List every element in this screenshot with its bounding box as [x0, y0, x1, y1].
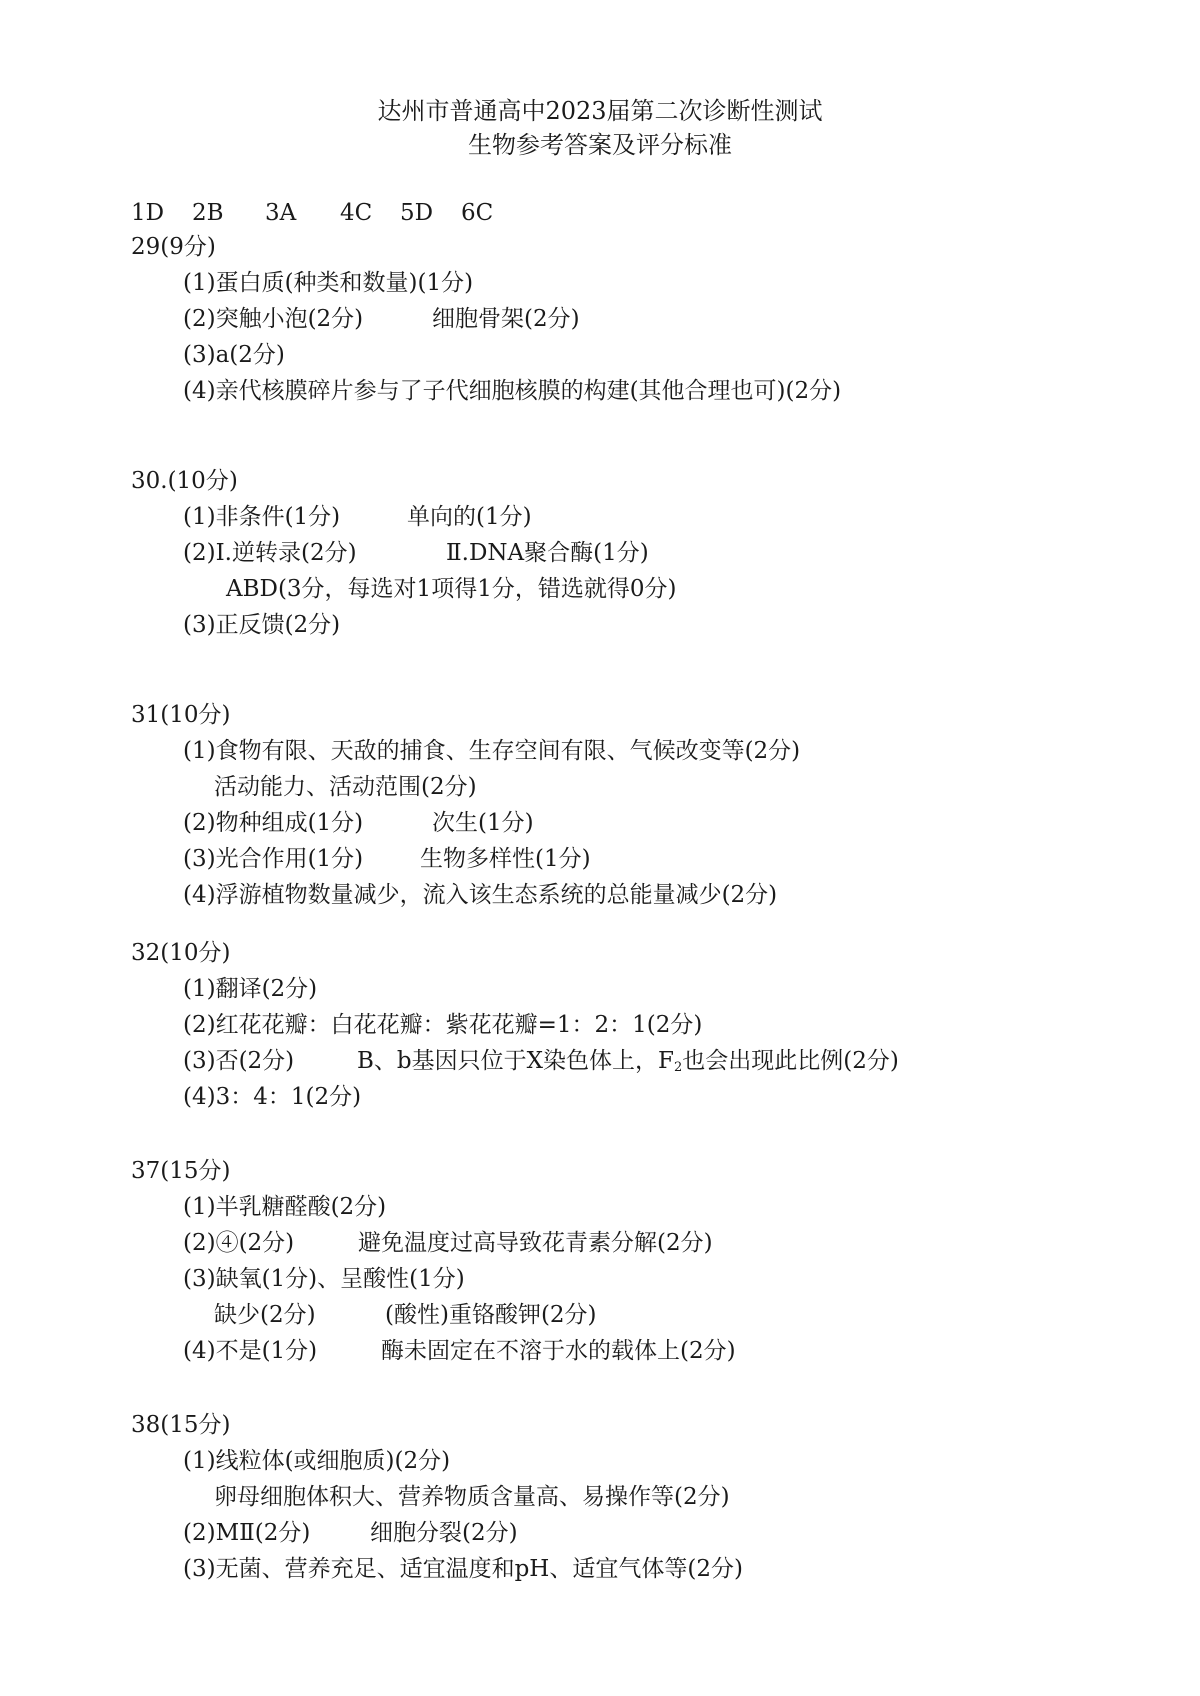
q38-answer-1b: 卵母细胞体积大、营养物质含量高、易操作等(2分) [214, 1484, 730, 1510]
q38-heading: 38(15分) [131, 1412, 231, 1438]
q30-answer-3: (3)正反馈(2分) [183, 612, 341, 638]
q29-answer-3: (3)a(2分) [183, 342, 285, 368]
document-title: 达州市普通高中2023届第二次诊断性测试 [377, 97, 823, 125]
mc-answer-5: 5D [400, 200, 434, 226]
q29-heading: 29(9分) [131, 234, 216, 260]
q32-answer-3a: (3)否(2分) [183, 1048, 295, 1074]
mc-answer-3: 3A [265, 200, 297, 226]
q29-answer-2b: 细胞骨架(2分) [432, 306, 580, 332]
q37-answer-3a: (3)缺氧(1分)、呈酸性(1分) [183, 1266, 465, 1292]
q29-answer-2a: (2)突触小泡(2分) [183, 306, 364, 332]
mc-answer-4: 4C [340, 200, 373, 226]
q30-answer-2b: Ⅱ.DNA聚合酶(1分) [446, 540, 649, 566]
q38-answer-2a: (2)MⅡ(2分) [183, 1520, 311, 1546]
q38-answer-3: (3)无菌、营养充足、适宜温度和pH、适宜气体等(2分) [183, 1556, 743, 1582]
q29-answer-4: (4)亲代核膜碎片参与了子代细胞核膜的构建(其他合理也可)(2分) [183, 378, 842, 404]
q37-answer-3b: 缺少(2分) [214, 1302, 316, 1328]
q31-answer-2a: (2)物种组成(1分) [183, 810, 364, 836]
q37-answer-1: (1)半乳糖醛酸(2分) [183, 1194, 387, 1220]
q38-answer-1a: (1)线粒体(或细胞质)(2分) [183, 1448, 451, 1474]
q30-answer-2a: (2)Ⅰ.逆转录(2分) [183, 540, 357, 566]
document-subtitle: 生物参考答案及评分标准 [468, 131, 732, 159]
q37-answer-2a: (2)④(2分) [183, 1230, 295, 1256]
q31-answer-1a: (1)食物有限、天敌的捕食、生存空间有限、气候改变等(2分) [183, 738, 801, 764]
q37-answer-2b: 避免温度过高导致花青素分解(2分) [358, 1230, 713, 1256]
q32-answer-4: (4)3：4：1(2分) [183, 1084, 362, 1110]
mc-answer-2: 2B [192, 200, 224, 226]
mc-answer-1: 1D [131, 200, 165, 226]
q32-answer-2: (2)红花花瓣：白花花瓣：紫花花瓣=1：2：1(2分) [183, 1012, 703, 1038]
q31-answer-4: (4)浮游植物数量减少，流入该生态系统的总能量减少(2分) [183, 882, 778, 908]
q37-heading: 37(15分) [131, 1158, 231, 1184]
q31-answer-2b: 次生(1分) [432, 810, 534, 836]
mc-answer-6: 6C [461, 200, 494, 226]
q30-heading: 30.(10分) [131, 468, 238, 494]
q31-answer-3b: 生物多样性(1分) [420, 846, 591, 872]
q29-answer-1: (1)蛋白质(种类和数量)(1分) [183, 270, 474, 296]
q30-answer-2c: ABD(3分，每选对1项得1分，错选就得0分) [226, 576, 677, 602]
q38-answer-2b: 细胞分裂(2分) [370, 1520, 518, 1546]
q37-answer-3c: (酸性)重铬酸钾(2分) [385, 1302, 597, 1328]
q30-answer-1b: 单向的(1分) [407, 504, 532, 530]
q31-heading: 31(10分) [131, 702, 231, 728]
q37-answer-4a: (4)不是(1分) [183, 1338, 318, 1364]
q32-heading: 32(10分) [131, 940, 231, 966]
q30-answer-1a: (1)非条件(1分) [183, 504, 341, 530]
q32-answer-1: (1)翻译(2分) [183, 976, 318, 1002]
q37-answer-4b: 酶未固定在不溶于水的载体上(2分) [381, 1338, 736, 1364]
q32-answer-3b: B、b基因只位于X染色体上，$F_2$也会出现此比例(2分) [357, 1048, 899, 1075]
q31-answer-3a: (3)光合作用(1分) [183, 846, 364, 872]
q31-answer-1b: 活动能力、活动范围(2分) [214, 774, 477, 800]
